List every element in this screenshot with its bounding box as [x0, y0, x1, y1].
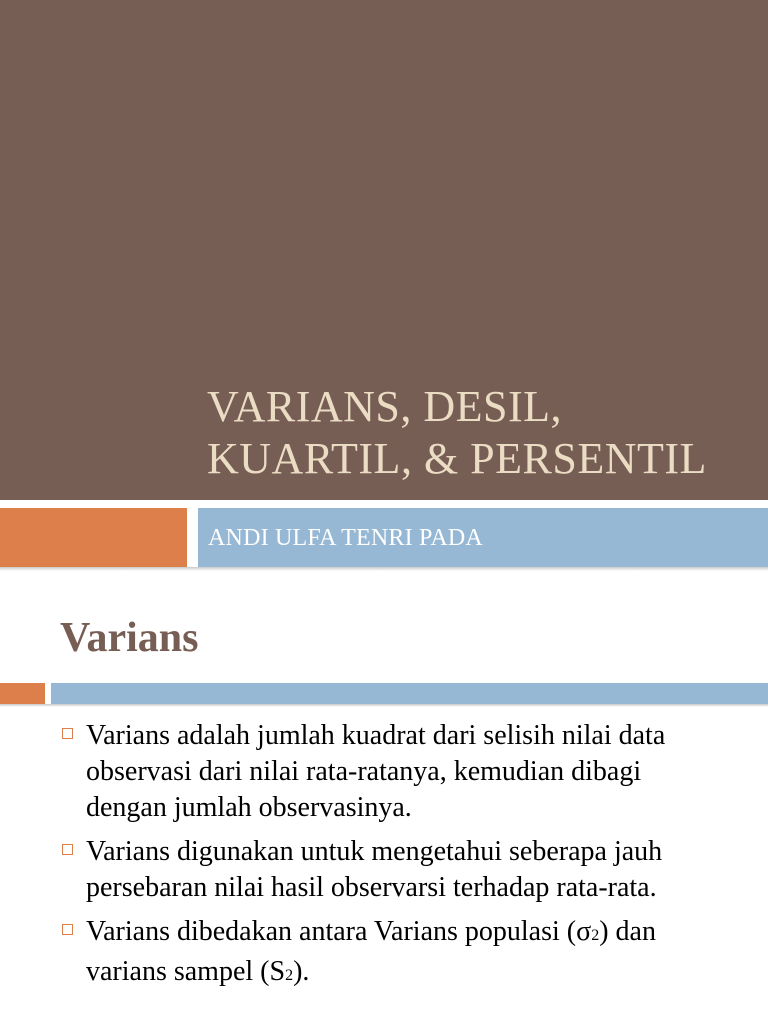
superscript: 2 — [285, 967, 294, 984]
title-slide-background — [0, 0, 768, 500]
sigma-symbol: σ — [576, 916, 592, 947]
heading-band-blue — [51, 683, 768, 704]
slide-title — [207, 381, 707, 485]
heading-band-orange — [0, 683, 45, 704]
title-divider — [0, 500, 768, 508]
slide-subtitle: ANDI ULFA TENRI PADA — [208, 525, 483, 551]
slide-title-line-2: KUARTIL, & PERSENTIL — [207, 434, 707, 483]
bullet-text: varians sampel (S — [86, 956, 286, 987]
bullet-item — [60, 914, 760, 994]
bullet-text: ) dan — [599, 916, 656, 947]
slide-separator — [0, 567, 768, 571]
subtitle-band — [198, 508, 768, 567]
square-bullet-icon — [62, 728, 73, 739]
accent-block-orange — [0, 508, 187, 567]
bullet-item — [60, 834, 760, 906]
bullet-item — [60, 718, 760, 826]
bullet-line: Varians adalah jumlah kuadrat dari selisih nilai data — [86, 720, 666, 751]
superscript: 2 — [591, 927, 600, 944]
bullet-text: Varians dibedakan antara Varians populasi ( — [86, 916, 577, 947]
section-heading: Varians — [60, 615, 199, 661]
bullet-line: dengan jumlah observasinya. — [86, 792, 412, 823]
bullet-line: observasi dari nilai rata-ratanya, kemudian dibagi — [86, 756, 642, 787]
square-bullet-icon — [62, 924, 73, 935]
slide-title-line-1: VARIANS, DESIL, — [207, 382, 563, 431]
bullet-line: Varians digunakan untuk mengetahui seberapa jauh — [86, 836, 663, 867]
bullet-line: persebaran nilai hasil observarsi terhadap rata-rata. — [86, 872, 657, 903]
heading-band-shadow — [0, 704, 768, 707]
bullet-list — [60, 718, 760, 1002]
bullet-text: ). — [293, 956, 310, 987]
square-bullet-icon — [62, 844, 73, 855]
